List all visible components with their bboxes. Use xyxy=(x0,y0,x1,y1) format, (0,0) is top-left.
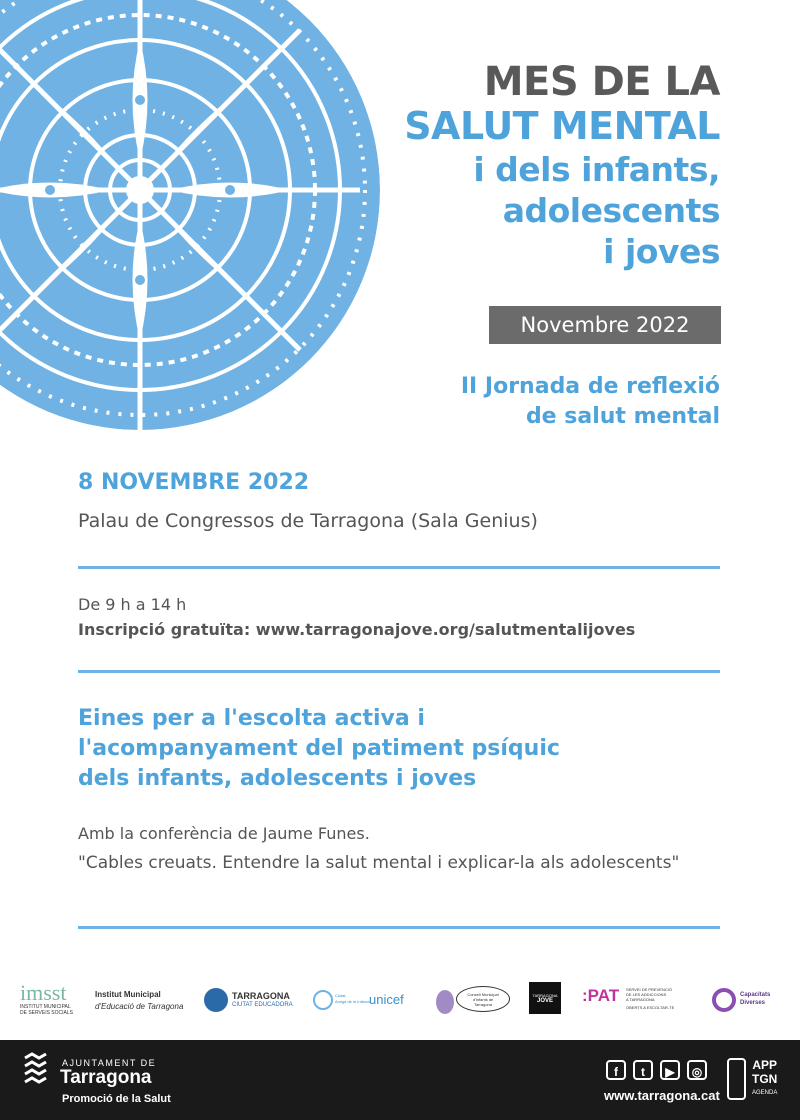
instagram-icon[interactable]: ◎ xyxy=(687,1060,707,1080)
jornada-line-1: II Jornada de reflexió xyxy=(460,374,720,399)
app-line-2: TGN xyxy=(752,1072,778,1086)
app-line-1: APP xyxy=(752,1058,778,1072)
footer-website[interactable]: www.tarragona.cat xyxy=(604,1088,720,1103)
footer-city: Tarragona xyxy=(60,1067,152,1088)
mandala-illustration xyxy=(0,0,380,440)
event-hours: De 9 h a 14 h xyxy=(78,595,187,614)
youtube-icon[interactable]: ▶ xyxy=(660,1060,680,1080)
app-line-3: AGENDA xyxy=(752,1090,778,1096)
headline-line-1: Eines per a l'escolta activa i xyxy=(78,706,425,731)
title-line-1: MES DE LA xyxy=(483,59,720,105)
phone-icon xyxy=(727,1058,746,1100)
footer-ajuntament: AJUNTAMENT DE xyxy=(62,1058,157,1068)
divider xyxy=(78,566,720,569)
partner-logos: imsst INSTITUT MUNICIPAL DE SERVEIS SOCIALS Institut Municipal d'Educació de Tarragona TARRAGONA CIUTAT EDUCADORA Ciutat Amiga de la Infància unicef Consell Municipal d'Infants de Tarragona TARRAGONA JOVE :PAT SERVEI DE PREVENCIÓ DE LES ADDICCIONS A TARRAGONA OBERTS A ESCOLTAR-TE Capacitats Diverses xyxy=(20,980,771,1016)
jornada-subtitle xyxy=(461,372,720,432)
conference-title: "Cables creuats. Entendre la salut mental i explicar-la als adolescents" xyxy=(78,853,680,873)
title-line-3: i dels infants, xyxy=(473,150,720,189)
registration-link[interactable]: Inscripció gratuïta: www.tarragonajove.org/salutmentalijoves xyxy=(78,620,636,639)
footer-department: Promoció de la Salut xyxy=(62,1093,171,1105)
title-line-2: SALUT MENTAL xyxy=(404,104,720,148)
talk-headline xyxy=(78,704,738,794)
month-badge: Novembre 2022 xyxy=(489,306,721,344)
title-line-5: i joves xyxy=(603,232,720,271)
headline-line-2: l'acompanyament del patiment psíquic xyxy=(78,736,560,761)
headline-line-3: dels infants, adolescents i joves xyxy=(78,766,477,791)
social-links xyxy=(606,1060,714,1080)
tarragona-shield-icon xyxy=(22,1052,52,1086)
jornada-line-2: de salut mental xyxy=(525,404,720,429)
title-line-4: adolescents xyxy=(502,191,720,230)
event-venue: Palau de Congressos de Tarragona (Sala Genius) xyxy=(78,510,538,532)
divider xyxy=(78,926,720,929)
tarragona-jove-logo: TARRAGONA JOVE xyxy=(529,982,561,1014)
app-tgn-badge[interactable] xyxy=(752,1058,777,1100)
twitter-icon[interactable]: t xyxy=(633,1060,653,1080)
imss-logo: imsst INSTITUT MUNICIPAL DE SERVEIS SOCIALS xyxy=(20,980,73,1016)
facebook-icon[interactable]: f xyxy=(606,1060,626,1080)
event-title xyxy=(404,59,720,271)
event-date: 8 NOVEMBRE 2022 xyxy=(78,470,310,495)
divider xyxy=(78,670,720,673)
conference-speaker: Amb la conferència de Jaume Funes. xyxy=(78,824,370,843)
ime-logo: Institut Municipal d'Educació de Tarragona xyxy=(95,990,184,1011)
